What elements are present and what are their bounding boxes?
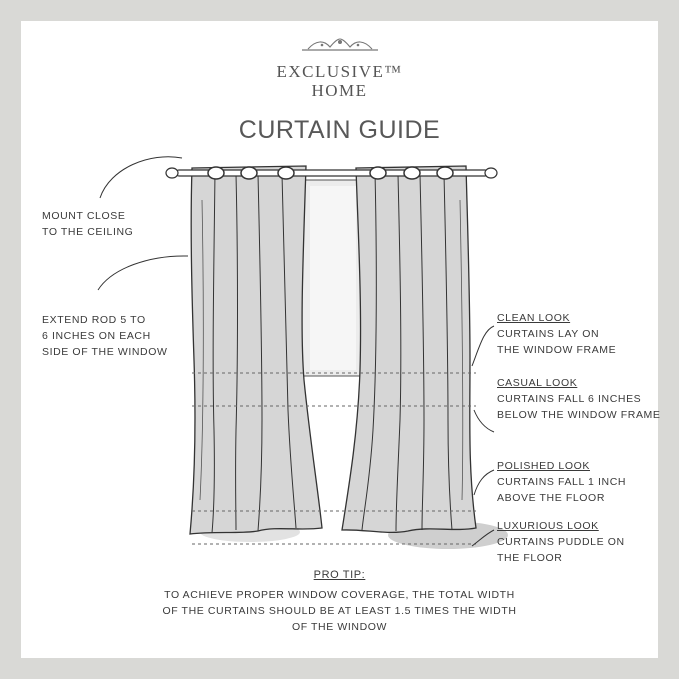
note-clean-look-body: CURTAINS LAY ON THE WINDOW FRAME — [497, 328, 617, 356]
grommet — [278, 167, 294, 179]
left-curtain — [190, 166, 322, 534]
note-luxurious-look-body: CURTAINS PUDDLE ON THE FLOOR — [497, 536, 625, 564]
callout-casual — [474, 410, 494, 432]
callout-polished — [474, 470, 494, 495]
brand-line-1: EXCLUSIVE™ — [276, 62, 403, 81]
brand-line-2: HOME — [311, 81, 368, 100]
callout-extend — [98, 256, 188, 290]
rod-finial-left — [166, 168, 178, 178]
grommet — [370, 167, 386, 179]
pro-tip-heading: PRO TIP: — [313, 569, 366, 581]
grommet — [404, 167, 420, 179]
note-clean-look-head: CLEAN LOOK — [497, 312, 571, 324]
grommet — [241, 167, 257, 179]
right-curtain — [342, 166, 476, 532]
note-polished-look — [497, 458, 626, 506]
grommet — [208, 167, 224, 179]
page-title: CURTAIN GUIDE — [238, 116, 441, 144]
note-casual-look-body: CURTAINS FALL 6 INCHES BELOW THE WINDOW FRAME — [497, 393, 661, 421]
note-luxurious-look-head: LUXURIOUS LOOK — [497, 520, 599, 532]
note-extend-text: EXTEND ROD 5 TO 6 INCHES ON EACH SIDE OF THE WINDOW — [42, 314, 168, 358]
note-polished-look-body: CURTAINS FALL 1 INCH ABOVE THE FLOOR — [497, 476, 627, 504]
callout-clean — [472, 326, 494, 366]
pro-tip — [0, 567, 679, 635]
note-mount-text: MOUNT CLOSE TO THE CEILING — [42, 210, 134, 238]
note-polished-look-head: POLISHED LOOK — [497, 460, 590, 472]
pro-tip-text: TO ACHIEVE PROPER WINDOW COVERAGE, THE TOTAL WIDTH OF THE CURTAINS SHOULD BE AT LEAST 1.5 TIMES THE WIDTH OF THE WINDOW — [162, 589, 517, 633]
grommet — [437, 167, 453, 179]
note-luxurious-look — [497, 518, 625, 566]
note-mount — [42, 208, 133, 240]
note-extend — [42, 312, 168, 360]
note-casual-look — [497, 375, 661, 423]
rod-finial-right — [485, 168, 497, 178]
note-clean-look — [497, 310, 616, 358]
note-casual-look-head: CASUAL LOOK — [497, 377, 578, 389]
